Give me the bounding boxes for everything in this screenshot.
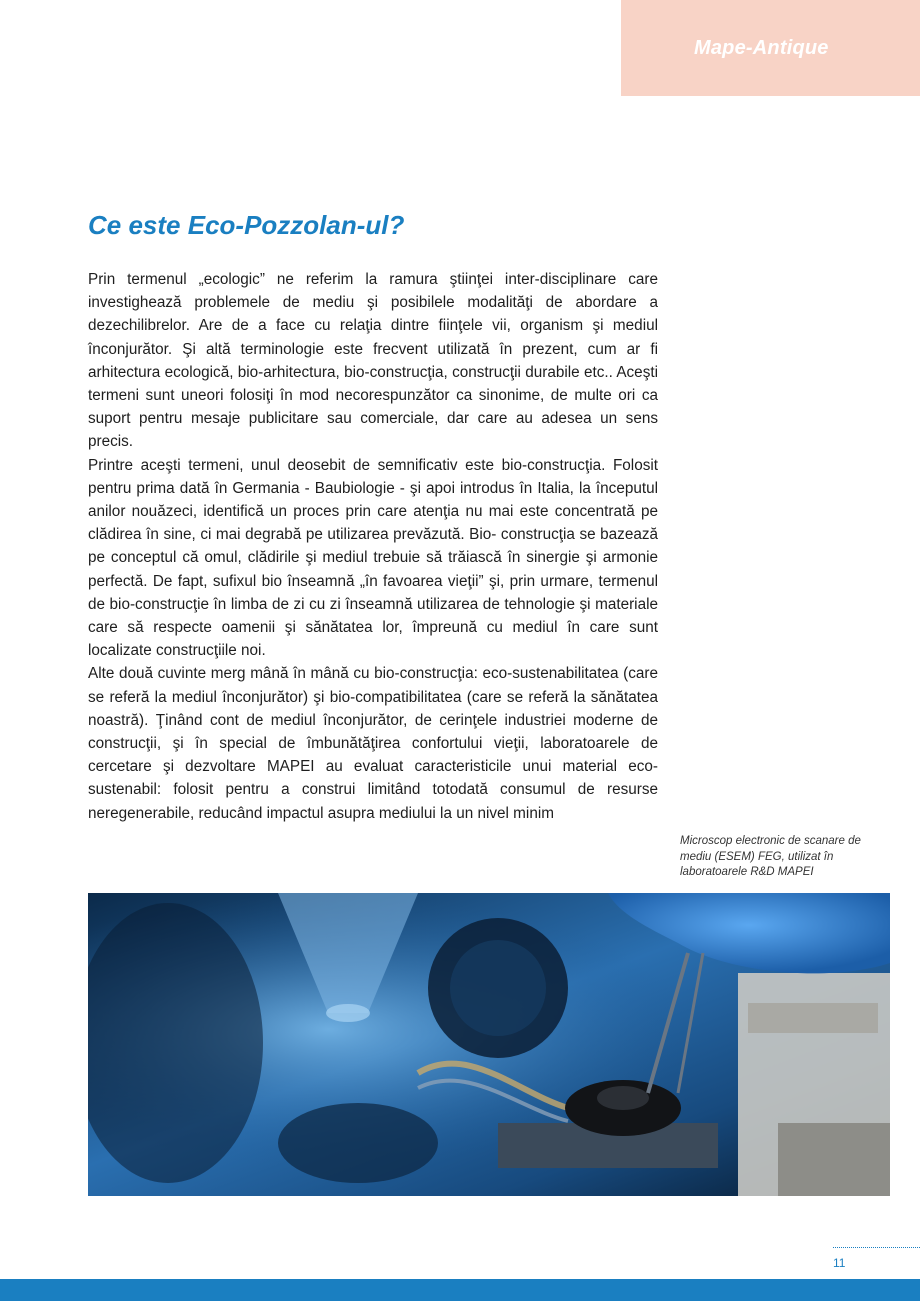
footer-divider: [833, 1247, 920, 1248]
article-title: Ce este Eco-Pozzolan-ul?: [88, 210, 405, 240]
page-number: 11: [833, 1256, 846, 1270]
footer-bar: [0, 1279, 920, 1301]
article-paragraph: Prin termenul „ecologic” ne referim la ramura ştiinţei inter-disciplinare care investighează problemele de mediu şi posibilele modalităţi de abordare a dezechilibrelor. Are de a face cu relaţia dintre fiinţele vii, organism şi mediul înconjurător. Şi altă terminologie este frecvent utilizată în prezent, cum ar fi arhitectura ecologică, bio-arhitectura, bio-construcţia, construcţii durabile etc.. Aceşti termeni sunt uneori folosiţi în mod necorespunzător ca sinonime, de multe ori ca suport pentru mesaje publicitare sau comerciale, dar care au adesea un sens precis.: [88, 271, 658, 451]
article-paragraph: Alte două cuvinte merg mână în mână cu bio-construcţia: eco-sustenabilitatea (care se referă la mediul înconjurător) şi bio-compatibilitatea (care se referă la sănătatea noastră). Ţinând cont de mediul înconjurător, de cerinţele industriei moderne de construcţii, şi în special de îmbunătăţirea confortului vieţii, laboratoarele de cercetare şi dezvoltare MAPEI au evaluat caracteristicile unui material eco-sustenabil: folosit pentru a construi limitând totodată consumul de resurse neregenerabile, reducând impactul asupra mediului la un nivel minim: [88, 665, 658, 822]
article-paragraph: Printre aceşti termeni, unul deosebit de semnificativ este bio-construcţia. Folosit pentru prima dată în Germania - Baubiologie - şi apoi introdus în Italia, la începutul anilor nouăzeci, identifică un proces prin care atenţia nu mai este concentrată pe clădirea în sine, ci mai degrabă pe utilizarea prevăzută. Bio- construcţia se bazează pe conceptul că omul, clădirile şi mediul trebuie să trăiască în sinergie şi armonie perfectă. De fapt, sufixul bio înseamnă „în favoarea vieţii” şi, prin urmare, termenul de bio-construcţie în limba de zi cu zi înseamnă utilizarea de tehnologie şi materiale care să respecte oamenii şi sănătatea lor, împreună cu mediul în care sunt localizate construcţiile noi.: [88, 456, 658, 660]
microscope-photo: [88, 893, 890, 1196]
article-body: [88, 268, 658, 825]
header-tab: [621, 0, 920, 96]
brand-label: Mape-Antique: [694, 37, 829, 59]
figure-caption: Microscop electronic de scanare de mediu (ESEM) FEG, utilizat în laboratoarele R&D MAPEI: [680, 835, 861, 878]
